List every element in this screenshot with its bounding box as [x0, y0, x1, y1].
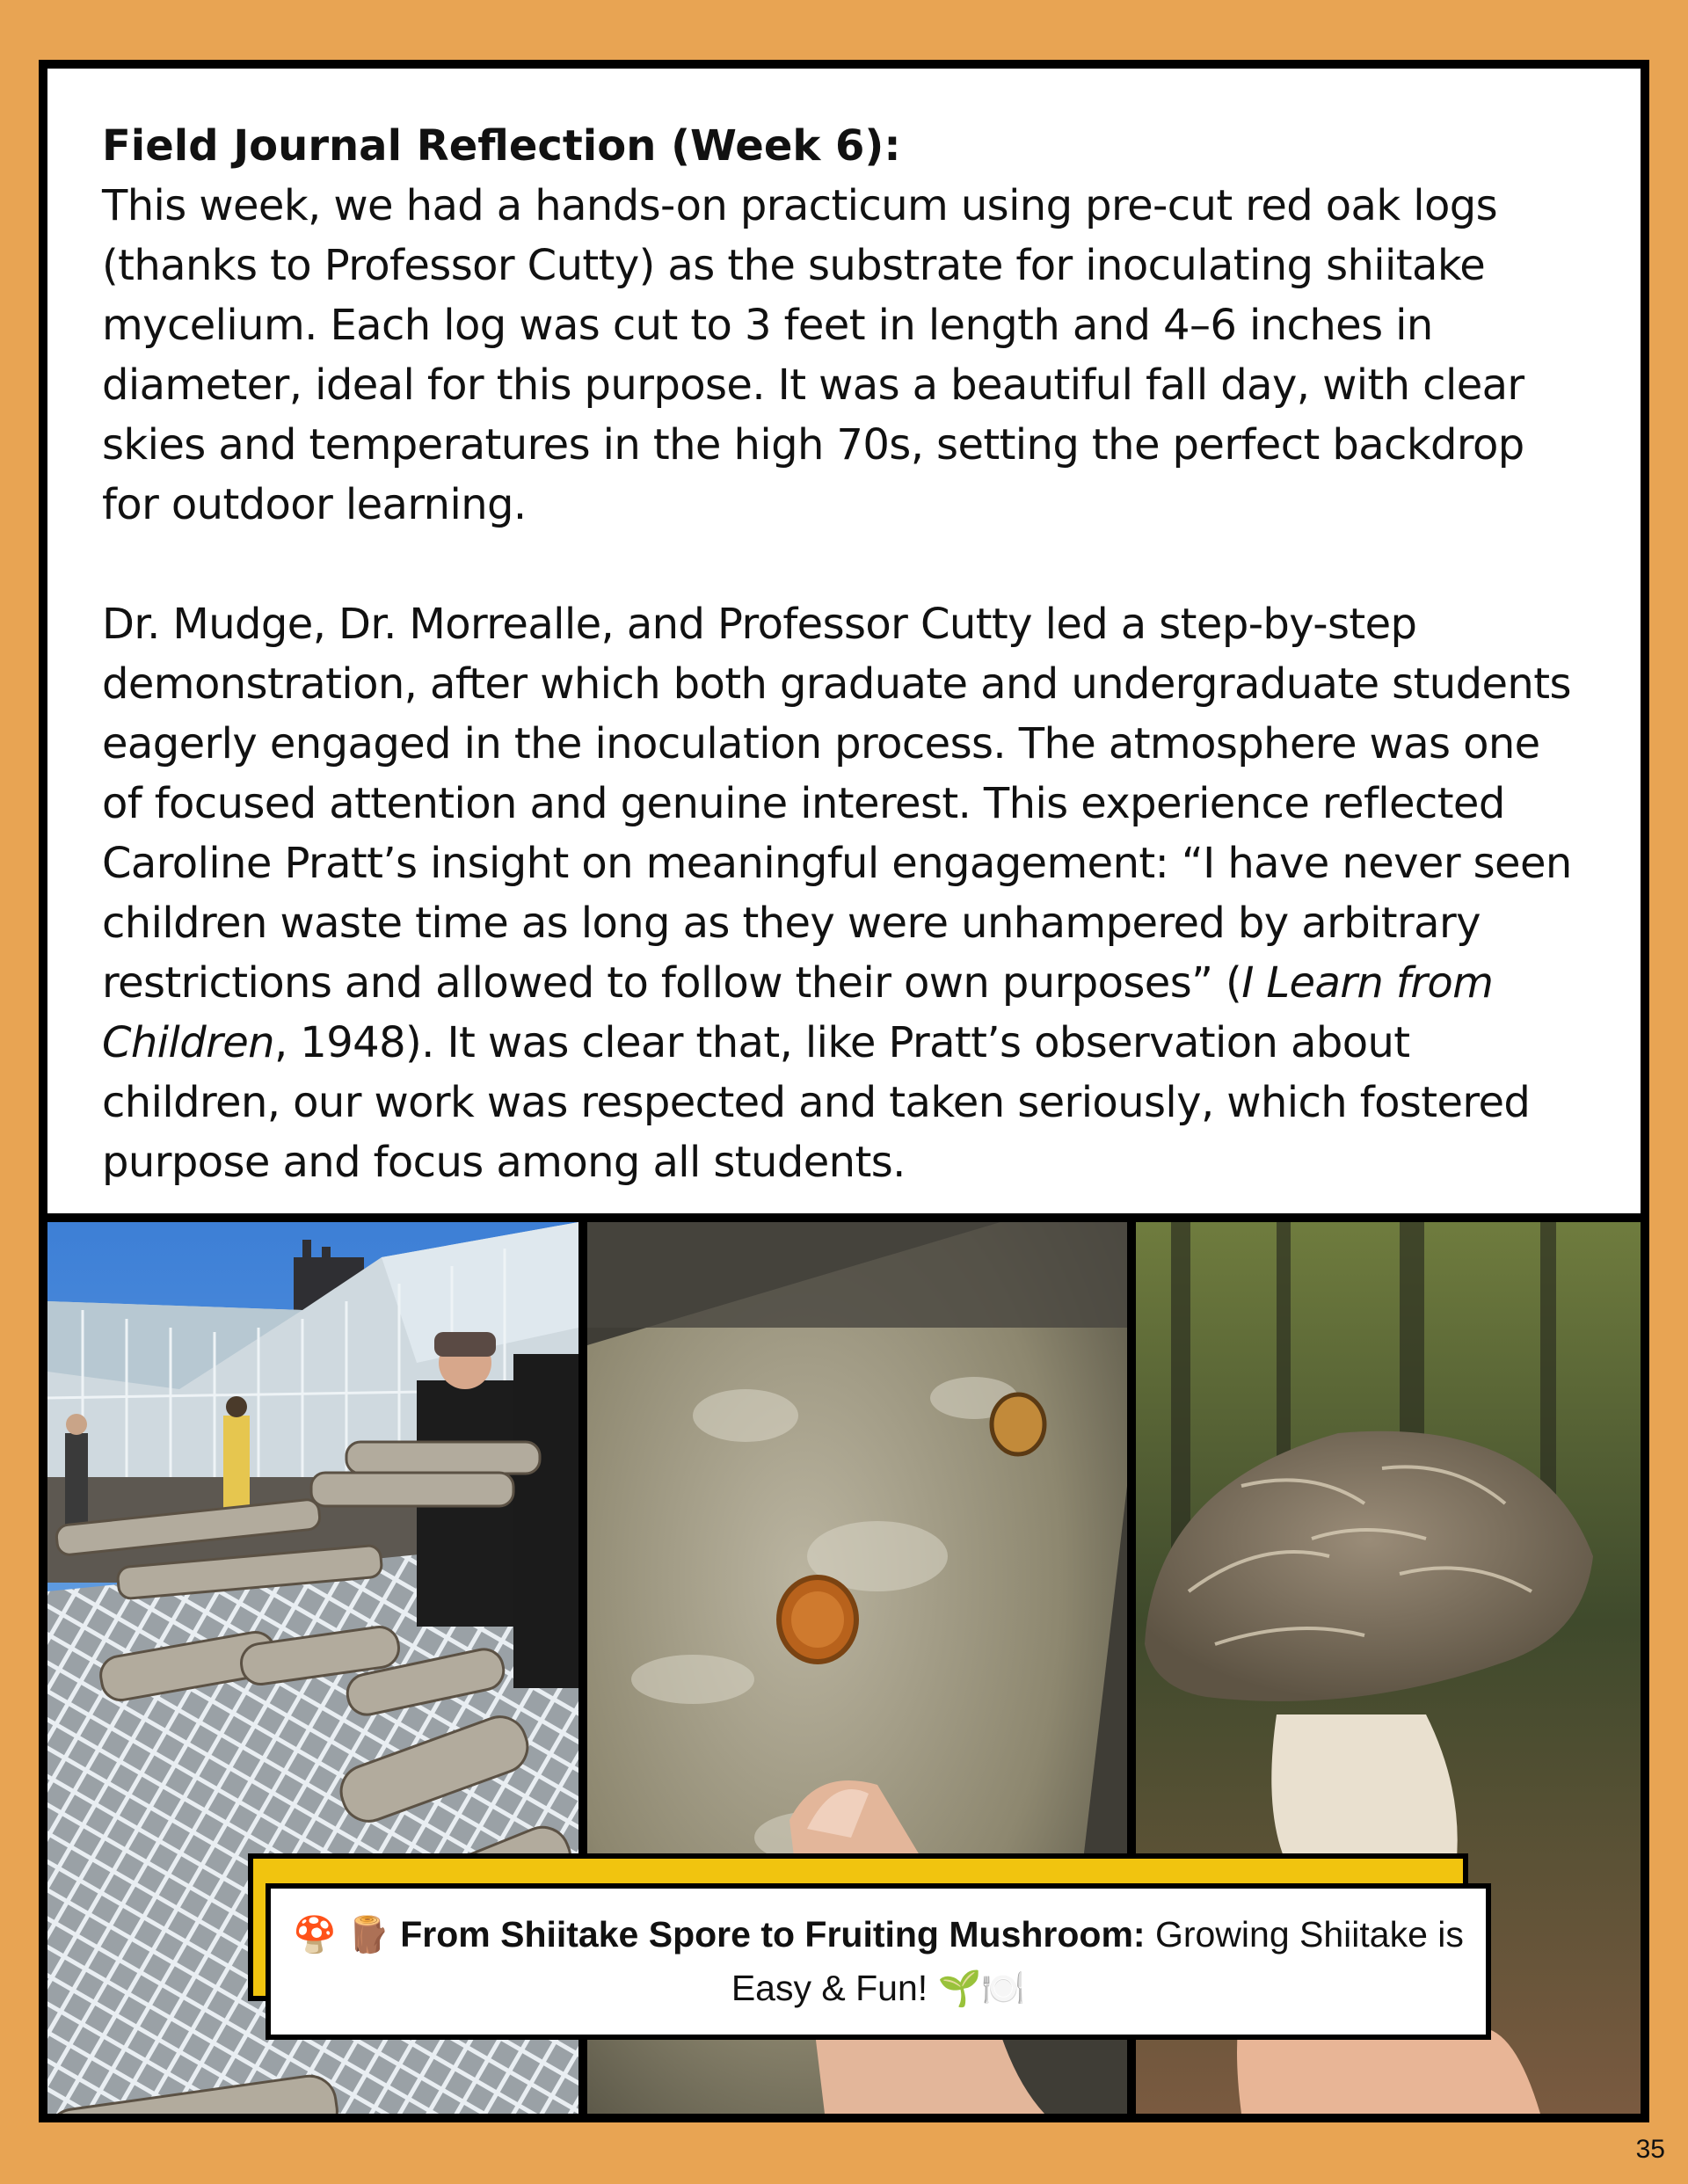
book-title: I Learn from Children: [102, 958, 1494, 1067]
caption-bold: From Shiitake Spore to Fruiting Mushroom:: [400, 1914, 1146, 1955]
page-number: 35: [1635, 2135, 1665, 2164]
mushroom-log-icon: 🍄 🪵: [293, 1916, 390, 1955]
caption-box: [266, 1883, 1491, 2040]
caption-rest: Growing Shiitake is Easy & Fun!: [731, 1914, 1464, 2008]
paragraph-2-text-a: Dr. Mudge, Dr. Morrealle, and Professor Cutty led a step-by-step demonstration, after which both graduate and undergraduate students eagerly engaged in the inoculation process. The atmosphere was one of focused attention and genuine interest. This experience reflected Caroline Pratt’s insight on meaningful engagement: “I have never seen children waste time as long as they were unhampered by arbitrary restrictions and allowed to follow their own purposes” (: [102, 600, 1572, 1008]
journal-text-panel: [47, 69, 1641, 1213]
seedling-plate-icon: 🌱🍽️: [937, 1969, 1026, 2008]
journal-paragraph-2: [102, 594, 1588, 1192]
journal-paragraph-1: This week, we had a hands-on practicum using pre-cut red oak logs (thanks to Professor Cutty) as the substrate for inoculating shiitake mycelium. Each log was cut to 3 feet in length and 4–6 inches in diameter, ideal for this purpose. It was a beautiful fall day, with clear skies and temperatures in the high 70s, setting the perfect backdrop for outdoor learning.: [102, 181, 1524, 529]
paragraph-2-text-b: , 1948). It was clear that, like Pratt’s observation about children, our work was respected and taken seriously, which fostered purpose and focus among all students.: [102, 1018, 1531, 1187]
journal-title: Field Journal Reflection (Week 6):: [102, 121, 901, 171]
page-frame: [39, 60, 1649, 2122]
